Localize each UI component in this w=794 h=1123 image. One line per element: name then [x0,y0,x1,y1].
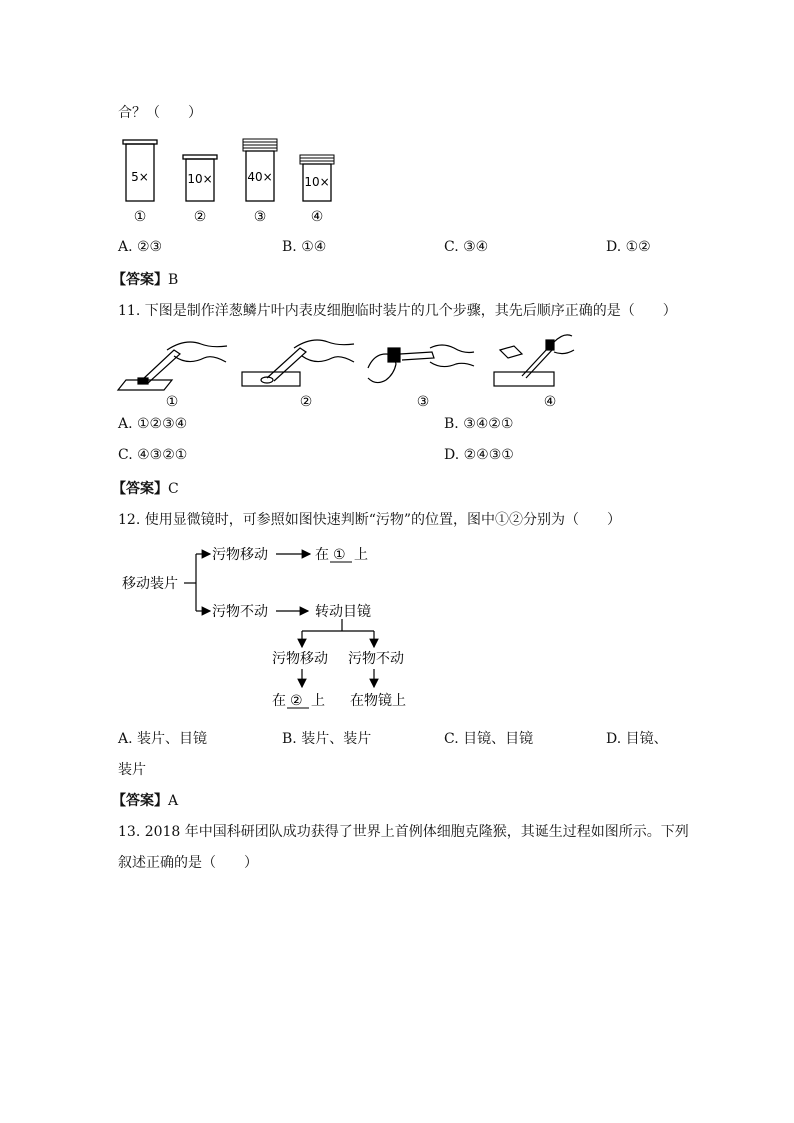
q13-stem-line1: 13. 2018 年中国科研团队成功获得了世界上首例体细胞克隆猴，其诞生过程如图所示。下列 [118,824,689,840]
lens-4-label: 10× [304,175,330,189]
lens-3-num: ③ [253,209,267,225]
lens-2-label: 10× [187,172,213,186]
q10-answer [112,269,178,289]
lens-figure [110,135,350,230]
q11-option-b[interactable]: B. ③④②① [444,416,514,432]
q12-answer [112,790,178,810]
lens-4 [300,155,334,225]
q10-stem-tail: 合？（ ） [118,105,202,121]
q11-answer-value: C [168,481,179,497]
q12-option-b[interactable]: B. 装片、装片 [282,731,372,747]
slide-steps-figure [112,328,592,412]
step-3-num: ③ [416,394,430,410]
flow-mark-2: ② [290,693,303,709]
flow-on-suffix-2: 上 [311,693,325,709]
q12-option-d-wrap[interactable]: 装片 [118,762,146,778]
q11-stem: 11. 下图是制作洋葱鳞片叶内表皮细胞临时装片的几个步骤，其先后顺序正确的是（ ） [118,303,677,319]
step-1-num: ① [165,394,179,410]
flow-on-suffix-1: 上 [354,547,368,563]
lens-2 [183,155,217,225]
flow-mark-1: ① [333,547,346,563]
q12-option-c[interactable]: C. 目镜、目镜 [444,731,534,747]
q12-option-a[interactable]: A. 装片、目镜 [118,731,208,747]
q10-option-b[interactable]: B. ①④ [282,239,327,255]
q12-option-d[interactable]: D. 目镜、 [606,731,668,747]
lens-1-num: ① [133,209,147,225]
flow-dirt-still-2: 污物不动 [348,651,404,667]
flow-dirt-still: 污物不动 [212,604,268,620]
lens-4-num: ④ [310,209,324,225]
flow-turn-eyepiece: 转动目镜 [315,604,371,620]
q11-answer [112,478,179,498]
lens-3-label: 40× [247,170,273,184]
step-2-illustration [242,340,354,386]
step-1-illustration [118,342,227,390]
step-2-num: ② [299,394,313,410]
lens-3 [243,139,277,225]
q12-answer-value: A [168,793,179,809]
q12-stem: 12. 使用显微镜时，可参照如图快速判断“污物”的位置，图中①②分别为（ ） [118,512,622,528]
lens-1 [123,140,157,225]
flow-on-prefix-1: 在 [315,547,329,563]
q10-answer-label: 【答案】 [112,272,168,288]
step-4-illustration [494,335,574,386]
lens-1-label: 5× [131,170,149,184]
step-3-illustration [368,345,474,383]
flow-dirt-moves: 污物移动 [212,547,268,563]
q12-answer-label: 【答案】 [112,793,168,809]
dirt-location-flowchart [110,535,440,715]
flow-on-objective: 在物镜上 [350,693,406,709]
q11-option-a[interactable]: A. ①②③④ [118,416,188,432]
q11-option-c[interactable]: C. ④③②① [118,447,188,463]
step-4-num: ④ [543,394,557,410]
q10-option-d[interactable]: D. ①② [606,239,651,255]
flow-dirt-moves-2: 污物移动 [272,651,328,667]
q11-answer-label: 【答案】 [112,481,168,497]
lens-2-num: ② [193,209,207,225]
q11-option-d[interactable]: D. ②④③① [444,447,514,463]
q10-answer-value: B [168,272,179,288]
q10-option-c[interactable]: C. ③④ [444,239,489,255]
flow-move-slide: 移动装片 [122,576,178,592]
q13-stem-line2: 叙述正确的是（ ） [118,855,258,871]
q10-option-a[interactable]: A. ②③ [118,239,163,255]
flow-on-prefix-2: 在 [272,693,286,709]
